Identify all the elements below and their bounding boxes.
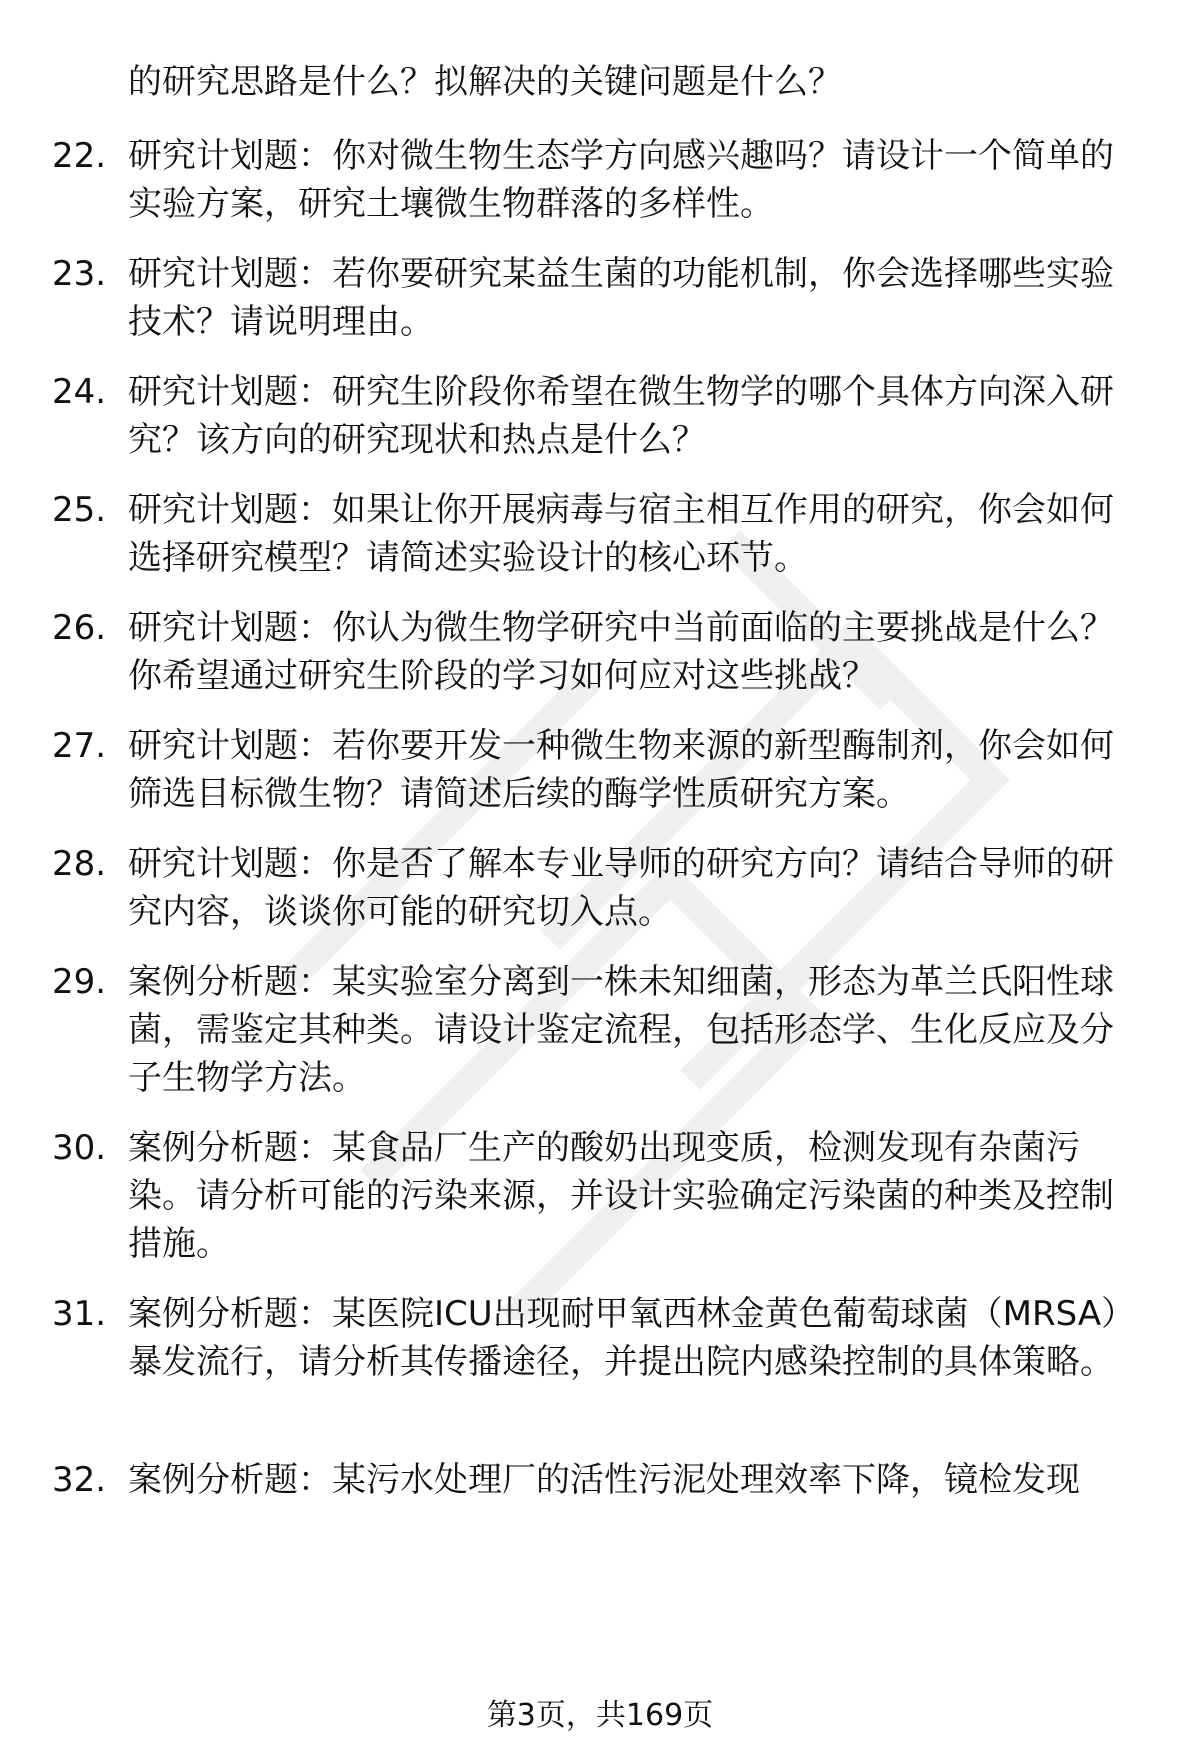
question-text: 案例分析题：某污水处理厂的活性污泥处理效率下降，镜检发现 (128, 1460, 1080, 1500)
question-text: 研究计划题：若你要研究某益生菌的功能机制，你会选择哪些实验技术？请说明理由。 (128, 254, 1114, 342)
question-number: 22. (52, 136, 107, 176)
question-text: 研究计划题：你对微生物生态学方向感兴趣吗？请设计一个简单的实验方案，研究土壤微生物群落的多样性。 (128, 136, 1114, 224)
question-number: 26. (52, 608, 107, 648)
question-text: 案例分析题：某医院ICU出现耐甲氧西林金黄色葡萄球菌（MRSA）暴发流行，请分析其传播途径，并提出院内感染控制的具体策略。 (128, 1294, 1136, 1382)
question-number: 28. (52, 844, 107, 884)
question-text: 案例分析题：某食品厂生产的酸奶出现变质，检测发现有杂菌污染。请分析可能的污染来源，并设计实验确定污染菌的种类及控制措施。 (128, 1128, 1114, 1264)
question-text: 研究计划题：若你要开发一种微生物来源的新型酶制剂，你会如何筛选目标微生物？请简述后续的酶学性质研究方案。 (128, 726, 1114, 814)
question-number: 24. (52, 372, 107, 412)
continuation-text: 的研究思路是什么？拟解决的关键问题是什么？ (128, 62, 842, 102)
question-number: 23. (52, 254, 107, 294)
question-text: 案例分析题：某实验室分离到一株未知细菌，形态为革兰氏阳性球菌，需鉴定其种类。请设计鉴定流程，包括形态学、生化反应及分子生物学方法。 (128, 962, 1114, 1098)
question-text: 研究计划题：你是否了解本专业导师的研究方向？请结合导师的研究内容，谈谈你可能的研究切入点。 (128, 844, 1114, 932)
question-number: 32. (52, 1460, 107, 1500)
question-number: 29. (52, 962, 107, 1002)
question-text: 研究计划题：你认为微生物学研究中当前面临的主要挑战是什么？你希望通过研究生阶段的学习如何应对这些挑战？ (128, 608, 1114, 696)
question-number: 31. (52, 1294, 107, 1334)
page-footer: 第3页，共169页 (486, 1698, 714, 1733)
question-number: 27. (52, 726, 107, 766)
question-number: 30. (52, 1128, 107, 1168)
question-number: 25. (52, 490, 107, 530)
question-text: 研究计划题：研究生阶段你希望在微生物学的哪个具体方向深入研究？该方向的研究现状和热点是什么？ (128, 372, 1114, 460)
question-text: 研究计划题：如果让你开展病毒与宿主相互作用的研究，你会如何选择研究模型？请简述实验设计的核心环节。 (128, 490, 1114, 578)
